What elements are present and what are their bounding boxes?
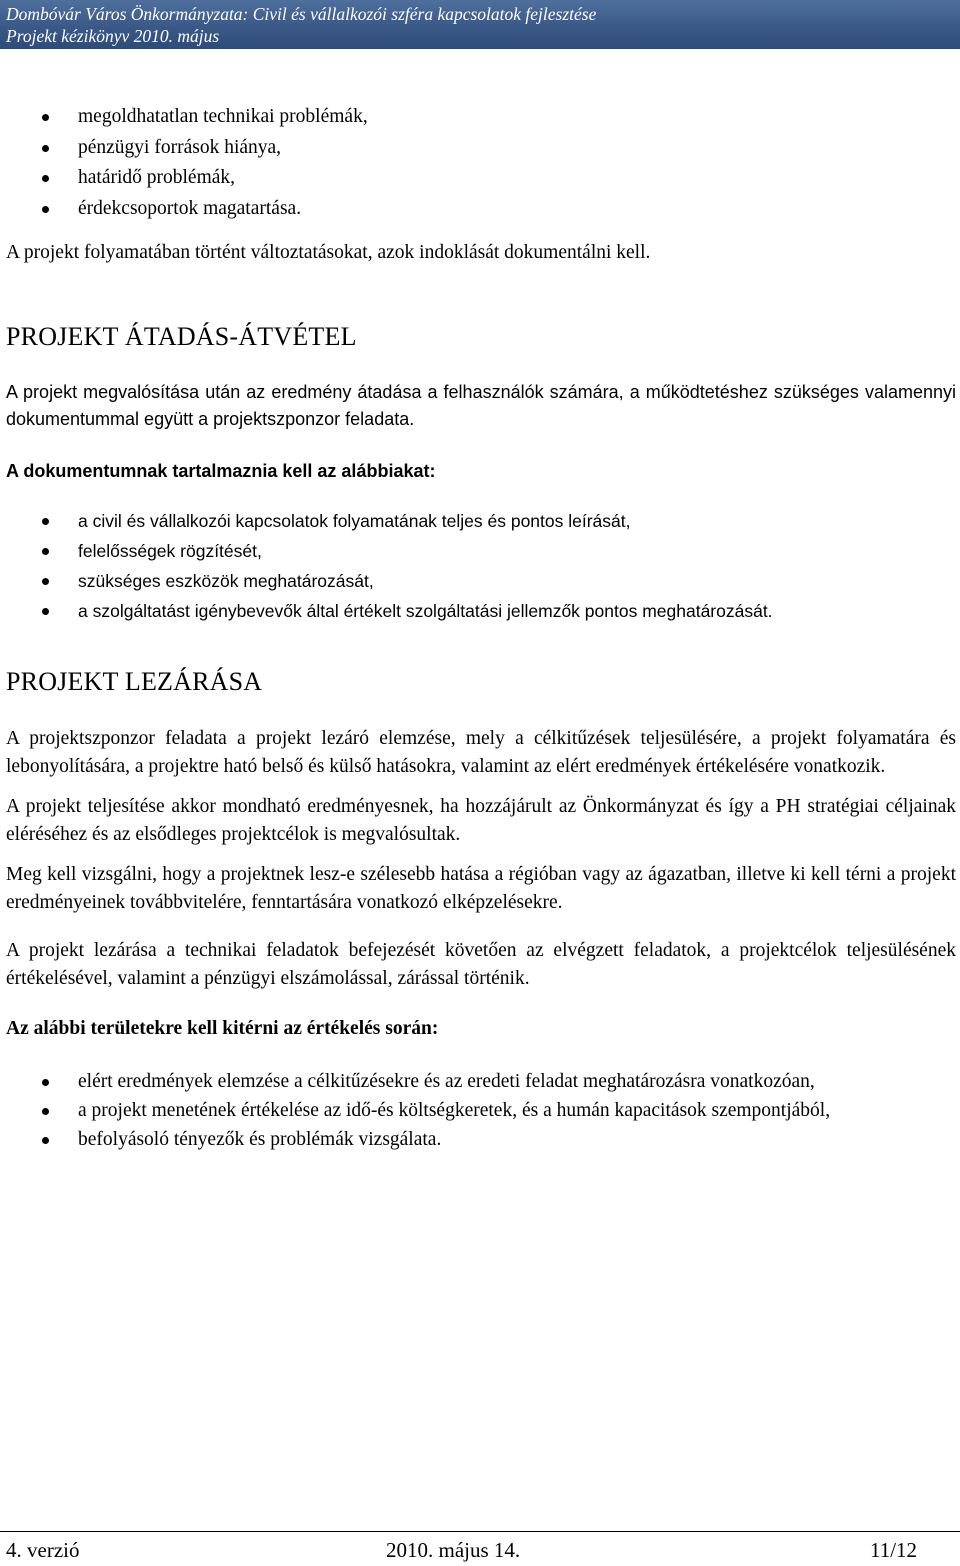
- paragraph: Meg kell vizsgálni, hogy a projektnek lesz-e szélesebb hatása a régióban vagy az ágazatban, illetve ki kell térni a projekt eredményeinek továbbvitelére, fenntartására vonatkozó elképzelésekre.: [6, 864, 956, 913]
- footer-page-number: 11/12: [870, 1538, 918, 1562]
- evaluation-list: [6, 1067, 956, 1154]
- footer-version: 4. verzió: [6, 1538, 80, 1562]
- list-item: határidő problémák,: [6, 163, 956, 194]
- list-item: a szolgáltatást igénybevevők által értékelt szolgáltatási jellemzők pontos meghatározását.: [6, 596, 956, 626]
- document-content-list: [6, 506, 956, 626]
- list-item: érdekcsoportok magatartása.: [6, 194, 956, 225]
- document-body: [6, 100, 956, 1154]
- list-item: megoldhatatlan technikai problémák,: [6, 102, 956, 133]
- list-heading: A dokumentumnak tartalmaznia kell az alábbiakat:: [6, 461, 436, 481]
- paragraph: A projekt folyamatában történt változtatásokat, azok indoklását dokumentálni kell.: [6, 242, 651, 263]
- footer-date: 2010. május 14.: [386, 1538, 521, 1562]
- paragraph: A projektszponzor feladata a projekt lezáró elemzése, mely a célkitűzések teljesülésére, a projekt folyamatára és lebonyolítására, a projektre ható belső és külső hatásokra, valamint az elért eredmények értékelésére vonatkozik.: [6, 728, 956, 777]
- paragraph: A projekt lezárása a technikai feladatok befejezését követően az elvégzett feladatok, a projektcélok teljesülésének értékelésével, valamint a pénzügyi elszámolással, zárással történik.: [6, 940, 956, 989]
- section-title-handover: PROJEKT ÁTADÁS-ÁTVÉTEL: [6, 322, 357, 351]
- list-item: szükséges eszközök meghatározását,: [6, 566, 956, 596]
- page-footer: [0, 1531, 960, 1563]
- list-item: pénzügyi források hiánya,: [6, 133, 956, 164]
- paragraph: A projekt megvalósítása után az eredmény átadása a felhasználók számára, a működtetéshez szükséges valamennyi dokumentummal együtt a projektszponzor feladata.: [6, 382, 956, 429]
- paragraph: A projekt teljesítése akkor mondható eredményesnek, ha hozzájárult az Önkormányzat és így a PH stratégiai céljainak eléréséhez és az elsődleges projektcélok is megvalósultak.: [6, 796, 956, 845]
- header-subtitle: Projekt kézikönyv 2010. május: [6, 26, 220, 46]
- page-header: [0, 0, 960, 49]
- problem-list: [6, 102, 956, 224]
- list-item: a projekt menetének értékelése az idő-és költségkeretek, és a humán kapacitások szempontjából,: [6, 1096, 956, 1125]
- list-heading: Az alábbi területekre kell kitérni az értékelés során:: [6, 1018, 439, 1039]
- list-item: elért eredmények elemzése a célkitűzésekre és az eredeti feladat meghatározásra vonatkozóan,: [6, 1067, 956, 1096]
- list-item: felelősségek rögzítését,: [6, 536, 956, 566]
- list-item: a civil és vállalkozói kapcsolatok folyamatának teljes és pontos leírását,: [6, 506, 956, 536]
- header-title: Dombóvár Város Önkormányzata: Civil és vállalkozói szféra kapcsolatok fejlesztése: [6, 4, 597, 24]
- list-item: befolyásoló tényezők és problémák vizsgálata.: [6, 1125, 956, 1154]
- section-title-closing: PROJEKT LEZÁRÁSA: [6, 667, 263, 696]
